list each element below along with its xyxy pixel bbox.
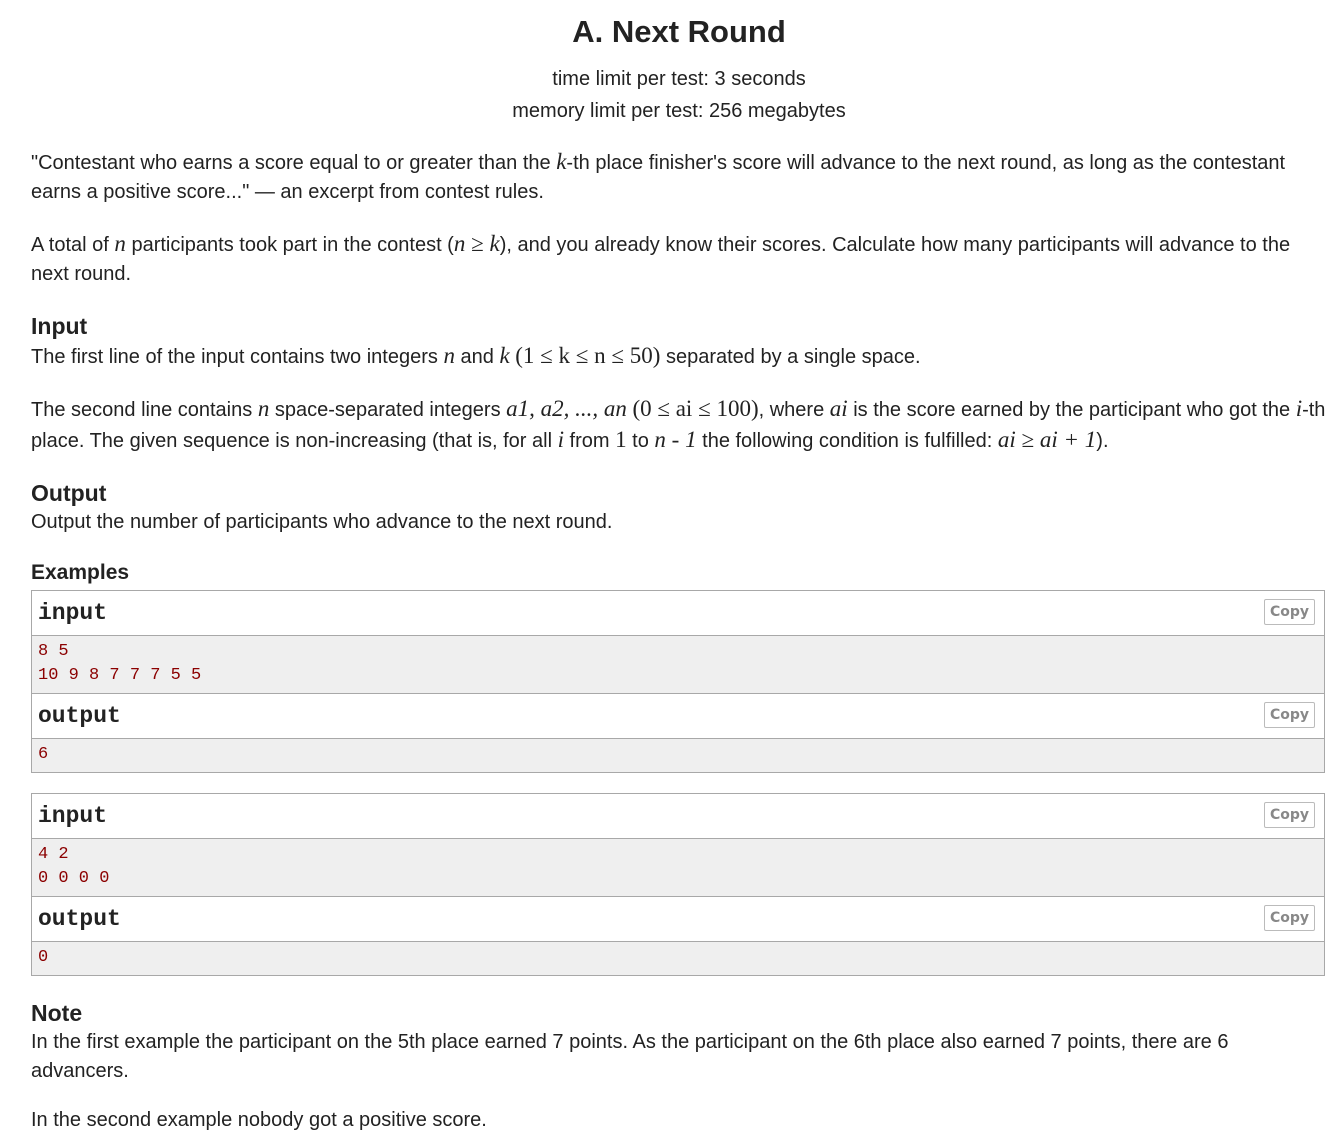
input-text: the following condition is fulfilled: (696, 430, 998, 452)
input-text: -th place. The given sequence is non-increasing (that is, for all (31, 399, 1326, 452)
input-section-title: Input (31, 313, 88, 339)
math-k: k (499, 343, 510, 368)
input-line: 4 2 (38, 845, 69, 864)
input-text: The first line of the input contains two integers (31, 346, 444, 368)
output-section-title: Output (31, 480, 107, 506)
math-n: n (257, 396, 270, 421)
input-text: , where (758, 399, 830, 421)
math-one: 1 (615, 427, 627, 452)
input-text: from (563, 430, 616, 452)
example-1 (31, 590, 1325, 773)
input-text: is the score earned by the participant who got the (847, 399, 1296, 421)
input-label: input (38, 803, 108, 829)
math-constraint: (1 ≤ k ≤ n ≤ 50) (515, 343, 661, 368)
examples-title: Examples (31, 561, 130, 584)
memory-limit: memory limit per test: 256 megabytes (512, 100, 846, 122)
input-text: The second line contains (31, 399, 258, 421)
math-n-minus-1: n - 1 (654, 427, 697, 452)
example-output-header (32, 897, 1324, 942)
legend-text: -th place finisher's score will advance to the next round, as long as the contestant earns a positive score..." — an excerpt from contest rules. (31, 152, 1286, 203)
example-output-body (32, 942, 1324, 975)
input-text: ). (1096, 430, 1109, 452)
math-n: n (114, 231, 126, 256)
copy-output-button[interactable]: Copy (1264, 702, 1315, 728)
input-label: input (38, 600, 108, 626)
math-sequence: a1, a2, ..., an (506, 396, 627, 421)
legend-quote (31, 147, 1327, 207)
input-line: 0 0 0 0 (38, 869, 110, 888)
output-text: Output the number of participants who advance to the next round. (31, 511, 613, 533)
input-line: 10 9 8 7 7 7 5 5 (38, 666, 202, 685)
math-i: i (1295, 396, 1303, 421)
input-text: space-separated integers (269, 399, 507, 421)
note-title: Note (31, 1000, 83, 1026)
copy-input-button[interactable]: Copy (1264, 599, 1315, 625)
output-label: output (38, 703, 121, 729)
math-condition: ai ≥ ai + 1 (997, 427, 1097, 452)
legend-total (31, 229, 1327, 289)
example-input-body (32, 636, 1324, 694)
math-k: k (489, 231, 500, 256)
math-k: k (556, 149, 567, 174)
input-text: separated by a single space. (660, 346, 921, 368)
legend-text: participants took part in the contest ( (125, 234, 454, 256)
example-output-header (32, 694, 1324, 739)
input-line1 (31, 341, 1327, 372)
input-text: to (626, 430, 655, 452)
example-input-header (32, 591, 1324, 636)
example-2 (31, 793, 1325, 976)
math-i: i (557, 427, 564, 452)
copy-output-button[interactable]: Copy (1264, 905, 1315, 931)
time-limit: time limit per test: 3 seconds (552, 68, 806, 90)
math-n: n (443, 343, 455, 368)
input-line: 8 5 (38, 642, 69, 661)
example-output-body (32, 739, 1324, 772)
legend-text: ), and you already know their scores. Calculate how many participants will advance to the next round. (31, 234, 1291, 285)
math-ge: ≥ (465, 231, 490, 256)
input-line2 (31, 394, 1327, 456)
output-line: 6 (38, 745, 49, 764)
legend-text: A total of (31, 234, 115, 256)
math-ai: ai (829, 396, 848, 421)
legend-text: "Contestant who earns a score equal to or greater than the (31, 152, 557, 174)
math-constraint: (0 ≤ ai ≤ 100) (632, 396, 759, 421)
note-para-2: In the second example nobody got a positive score. (31, 1109, 487, 1131)
example-input-body (32, 839, 1324, 897)
output-label: output (38, 906, 121, 932)
output-line: 0 (38, 948, 49, 967)
problem-title: A. Next Round (572, 14, 786, 49)
input-text: and (454, 346, 500, 368)
copy-input-button[interactable]: Copy (1264, 802, 1315, 828)
math-n: n (453, 231, 466, 256)
note-para-1: In the first example the participant on the 5th place earned 7 points. As the participant on the 6th place also earned 7 points, there are 6 advancers. (31, 1031, 1229, 1082)
example-input-header (32, 794, 1324, 839)
